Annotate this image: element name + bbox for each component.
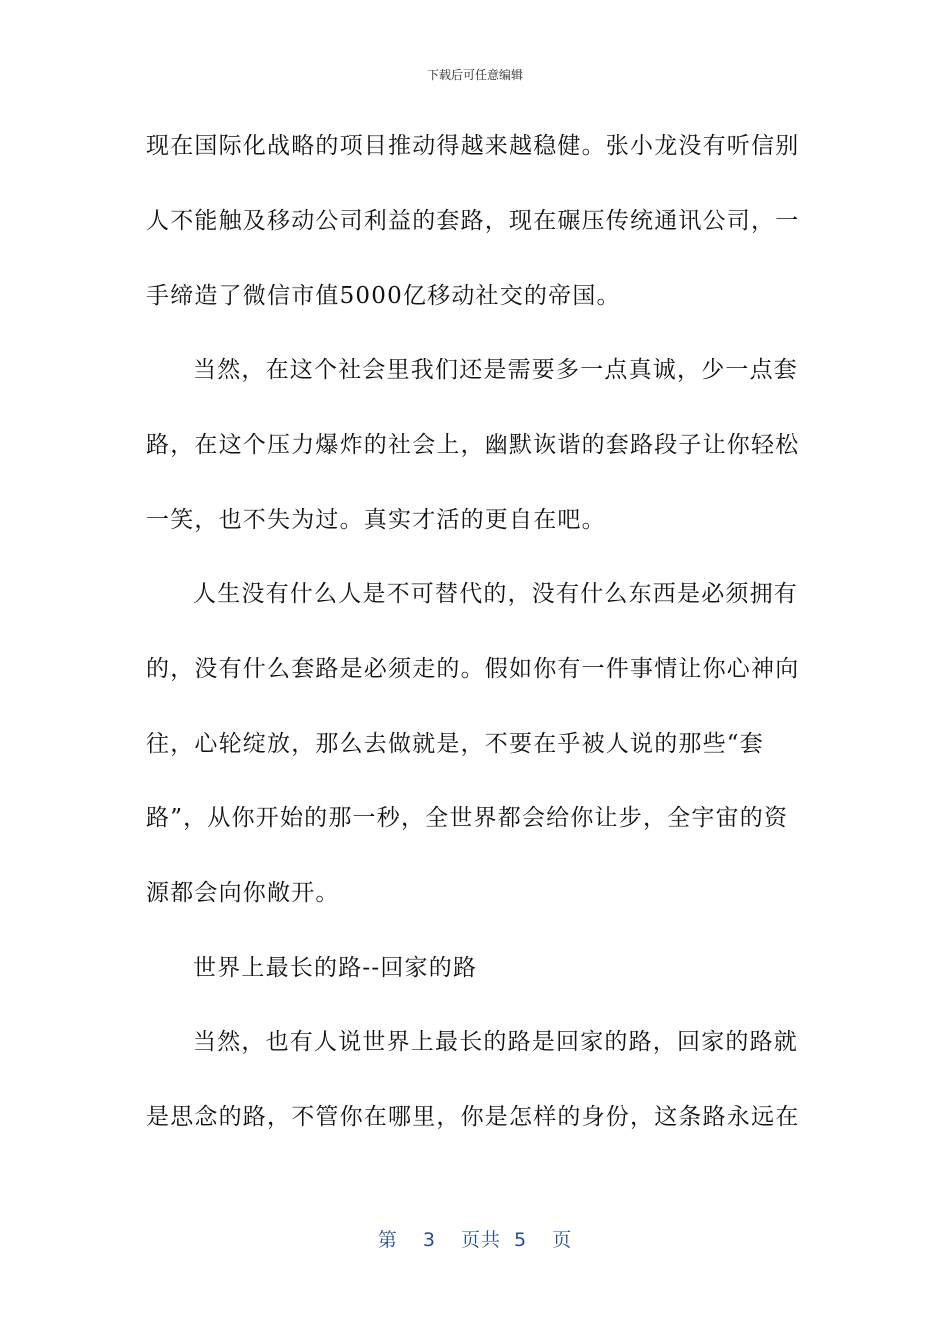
paragraph-line: 往，心轮绽放，那么去做就是，不要在乎被人说的那些“套 <box>146 731 764 757</box>
paragraph-line: 路”，从你开始的那一秒，全世界都会给你让步，全宇宙的资 <box>146 805 789 831</box>
page-prefix: 第 <box>377 1229 398 1251</box>
current-page-number: 3 <box>422 1229 436 1251</box>
paragraph-line: 一笑，也不失为过。真实才活的更自在吧。 <box>146 507 606 533</box>
paragraph-line: 路，在这个压力爆炸的社会上，幽默诙谐的套路段子让你轻松 <box>146 432 800 458</box>
paragraph-line: 的，没有什么套路是必须走的。假如你有一件事情让你心神向 <box>146 656 800 682</box>
page-number-footer <box>0 1225 950 1252</box>
paragraph-line: 当然，在这个社会里我们还是需要多一点真诚，少一点套 <box>193 357 798 383</box>
paragraph-line: 当然，也有人说世界上最长的路是回家的路，回家的路就 <box>193 1029 798 1055</box>
paragraph-line: 人生没有什么人是不可替代的，没有什么东西是必须拥有 <box>193 581 798 607</box>
page-suffix: 页 <box>552 1229 573 1251</box>
page-header-note: 下载后可任意编辑 <box>426 68 523 82</box>
paragraph-line: 现在国际化战略的项目推动得越来越稳健。张小龙没有听信别 <box>146 133 800 159</box>
section-heading: 世界上最长的路--回家的路 <box>193 955 478 981</box>
total-pages-number: 5 <box>514 1229 528 1251</box>
page-mid-label: 页共 <box>460 1229 501 1251</box>
paragraph-line: 手缔造了微信市值5000亿移动社交的帝国。 <box>146 283 621 309</box>
paragraph-line: 源都会向你敞开。 <box>146 880 340 906</box>
paragraph-line: 人不能触及移动公司利益的套路，现在碾压传统通讯公司，一 <box>146 208 800 234</box>
paragraph-line: 是思念的路，不管你在哪里，你是怎样的身份，这条路永远在 <box>146 1104 800 1130</box>
